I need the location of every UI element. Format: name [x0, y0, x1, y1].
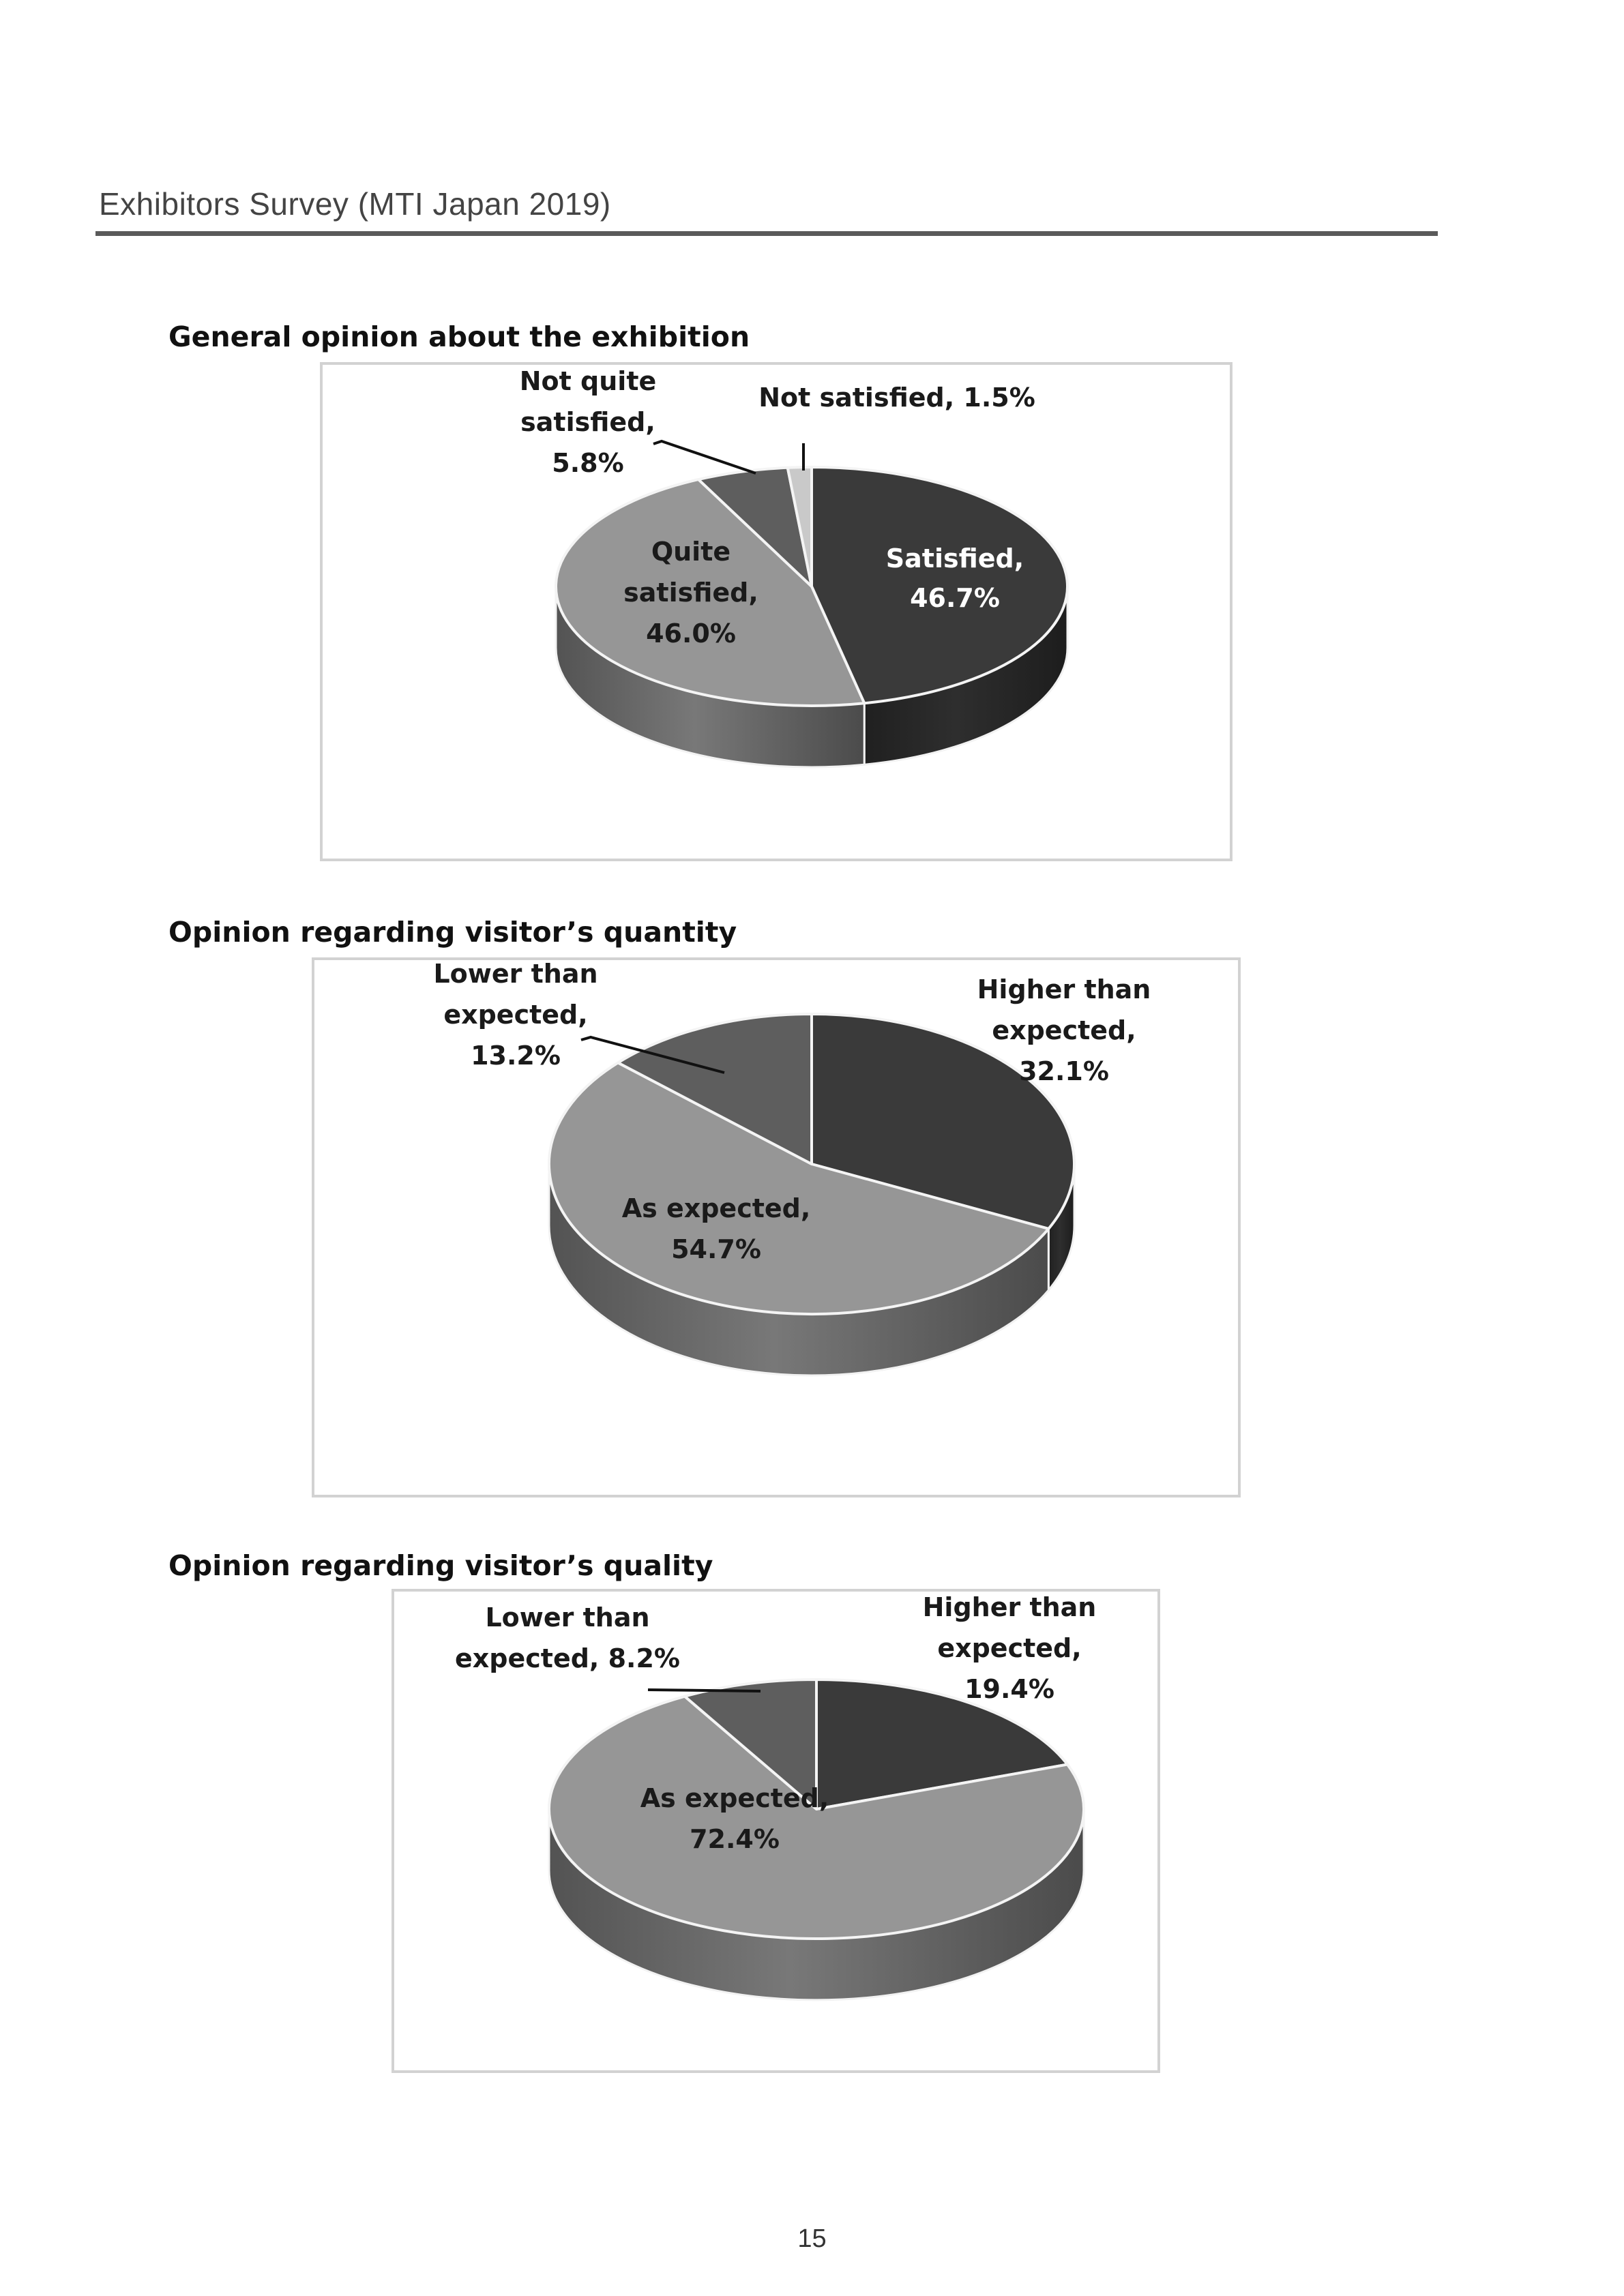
data-label-not-quite-satisfied: Not quite satisfied, 5.8% [519, 366, 657, 478]
data-label-as-expected: As expected, 72.4% [640, 1783, 829, 1854]
data-label-lower-than-expected: Lower than expected, 13.2% [433, 959, 598, 1071]
data-label-as-expected: As expected, 54.7% [621, 1193, 811, 1264]
chart-3-title: Opinion regarding visitor’s quality [168, 1549, 713, 1582]
data-label-quite-satisfied: Quite satisfied, 46.0% [623, 537, 758, 648]
chart-2-title: Opinion regarding visitor’s quantity [168, 916, 737, 949]
data-label-higher-than-expected: Higher than expected, 32.1% [977, 974, 1151, 1086]
data-label-not-satisfied: Not satisfied, 1.5% [758, 383, 1035, 413]
page-number: 15 [797, 2224, 827, 2253]
data-label-lower-than-expected: Lower than expected, 8.2% [455, 1602, 680, 1673]
data-label-satisfied: Satisfied, 46.7% [885, 543, 1024, 613]
page-header-title: Exhibitors Survey (MTI Japan 2019) [99, 186, 611, 222]
leader-line [648, 1690, 761, 1691]
chart-1-title: General opinion about the exhibition [168, 320, 750, 353]
data-label-higher-than-expected: Higher than expected, 19.4% [922, 1592, 1097, 1704]
